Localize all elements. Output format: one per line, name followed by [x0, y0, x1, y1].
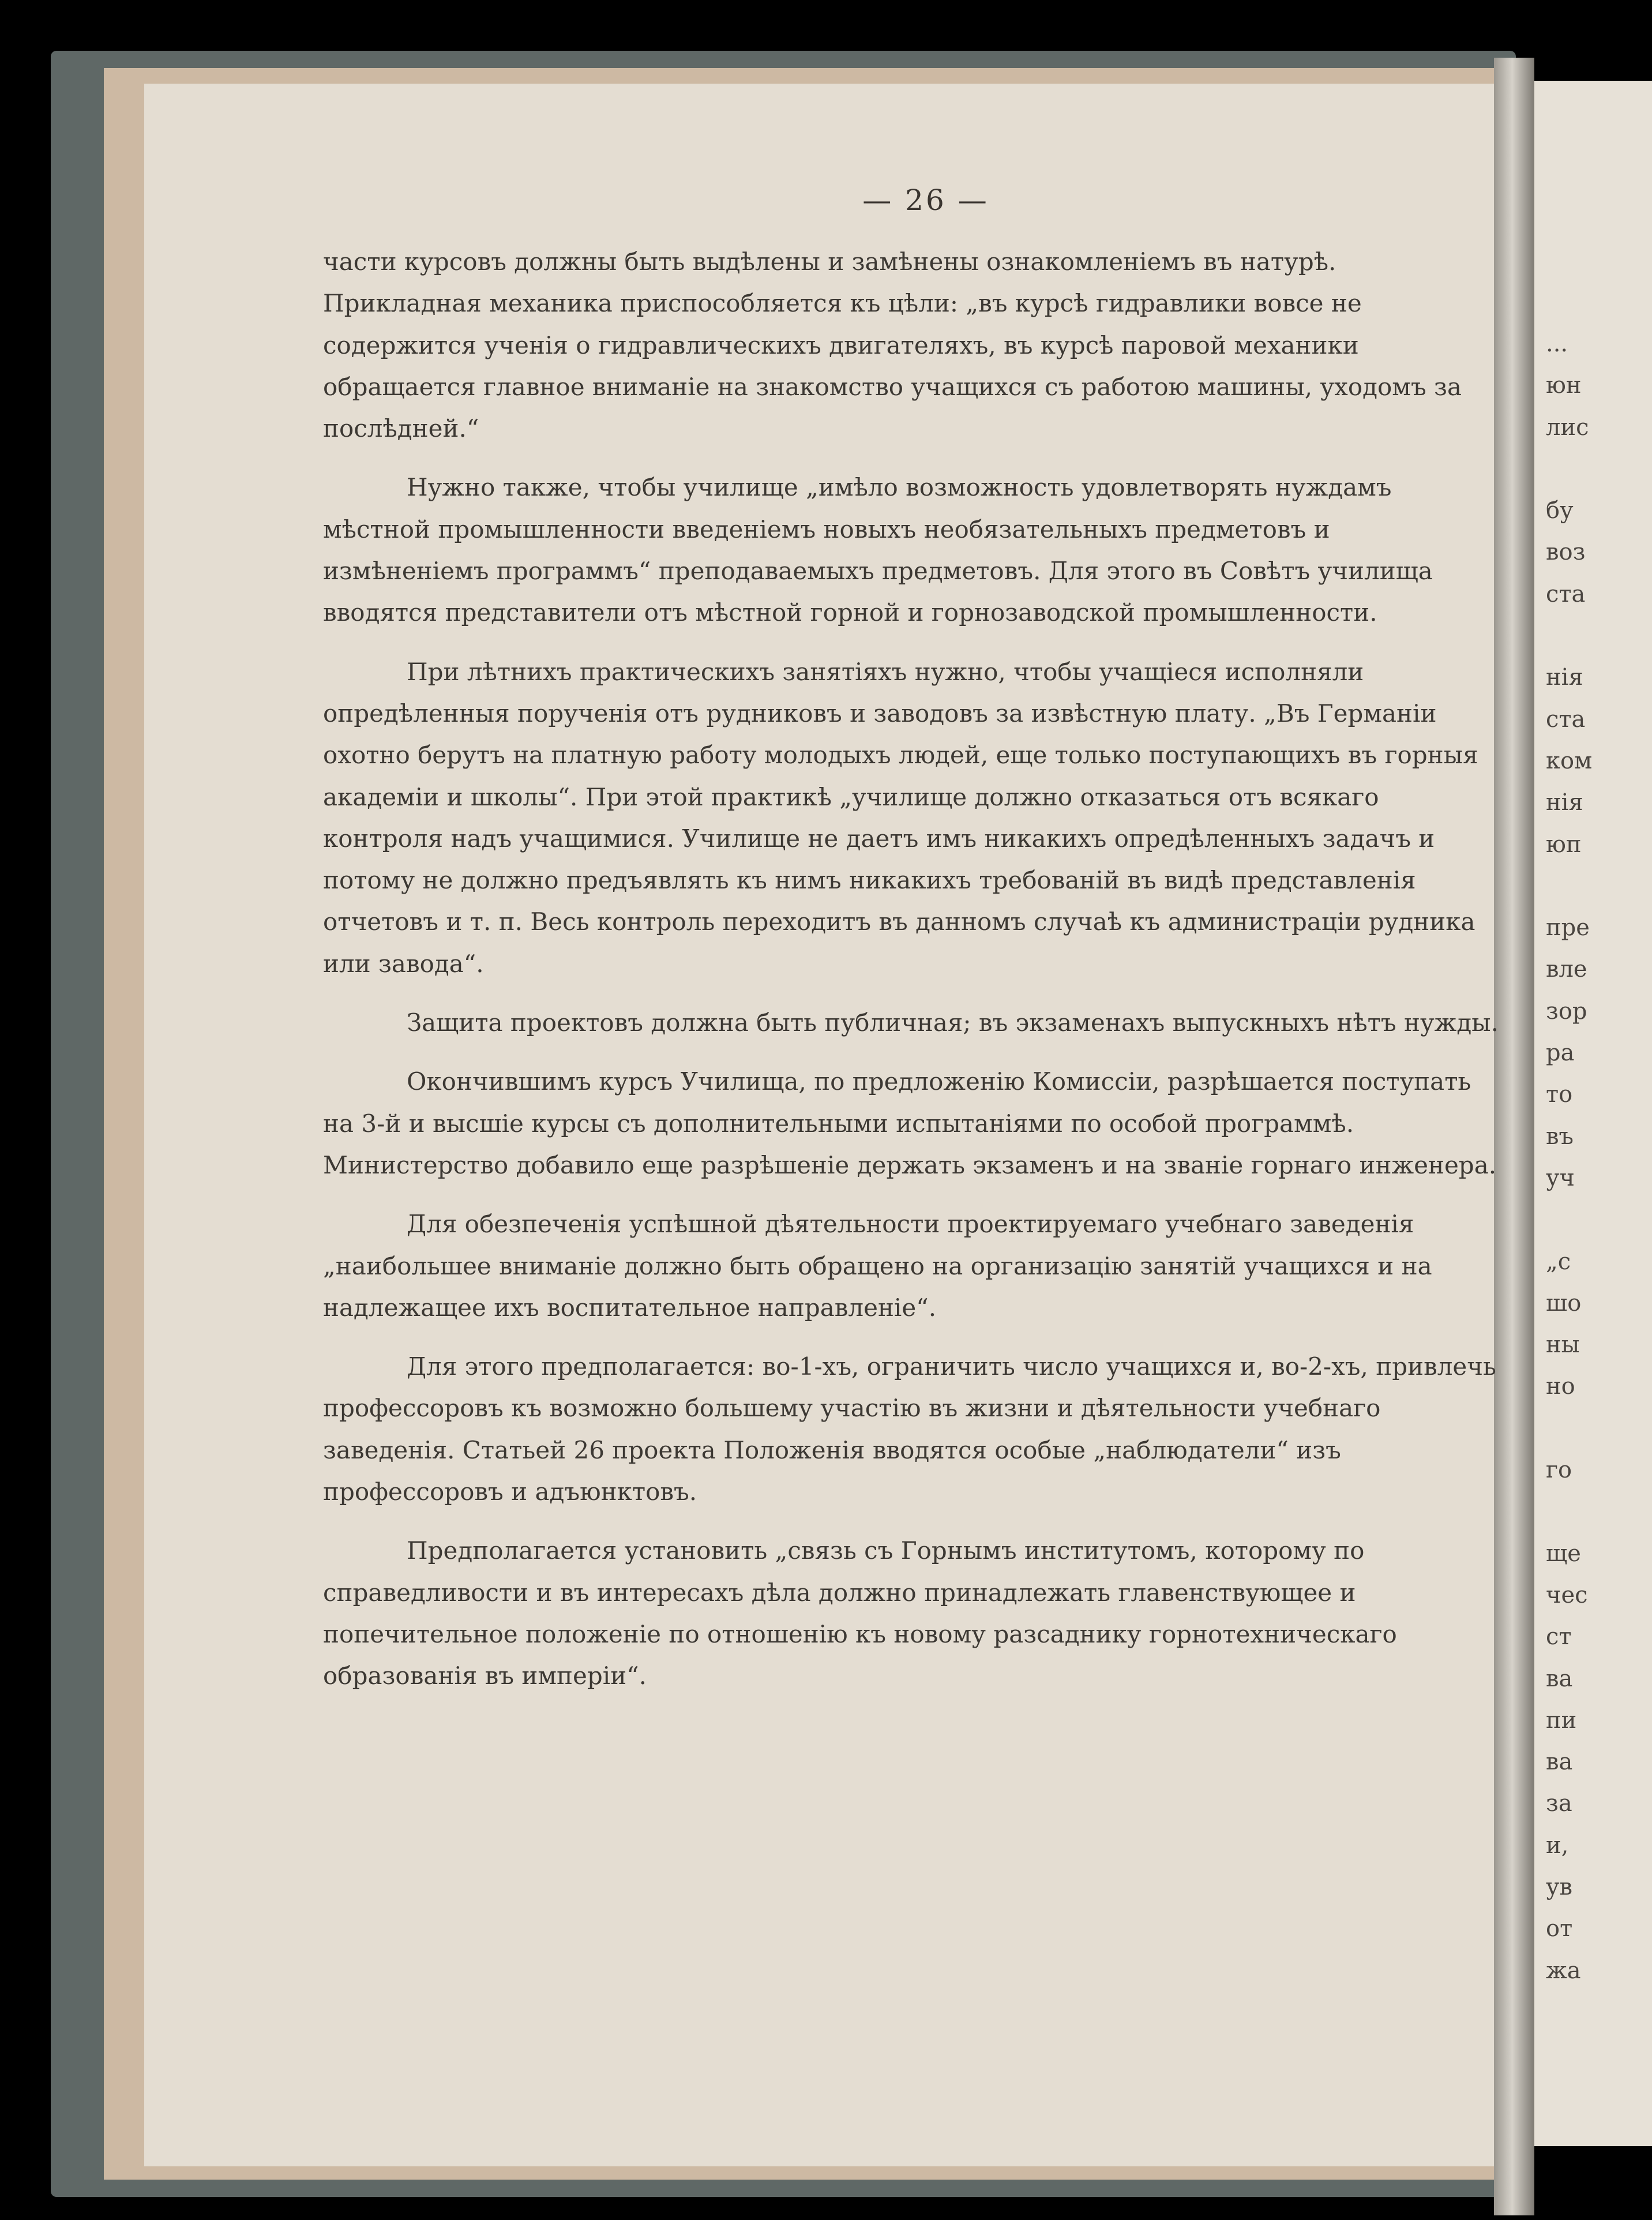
right-fragment: ста	[1546, 706, 1586, 733]
right-fragment: нія	[1546, 664, 1583, 691]
paragraph: Для обезпеченія успѣшной дѣятельности проектируемаго учебнаго заведенія „наибольшее вниманіе должно быть обращено на организацію занятій учащихся и на надлежащее ихъ воспитательное направленіе“.	[323, 1210, 1432, 1322]
right-page	[1534, 81, 1652, 2146]
right-fragment: то	[1546, 1081, 1573, 1108]
right-fragment: пре	[1546, 914, 1590, 942]
right-fragment: воз	[1546, 539, 1586, 566]
right-fragment: и,	[1546, 1832, 1569, 1859]
right-fragment: „с	[1546, 1248, 1571, 1275]
right-fragment: за	[1546, 1790, 1572, 1817]
right-fragment: ва	[1546, 1749, 1573, 1776]
right-fragment: лис	[1546, 414, 1589, 441]
right-fragment: ув	[1546, 1873, 1573, 1900]
right-fragment: уч	[1546, 1164, 1575, 1191]
paragraph: Нужно также, чтобы училище „имѣло возможность удовлетворять нуждамъ мѣстной промышленности введеніемъ новыхъ необязательныхъ предметовъ и измѣненіемъ программъ“ преподаваемыхъ предметовъ. Для этого въ Совѣтъ училища вводятся представители отъ мѣстной горной и горнозаводской промышленности.	[323, 473, 1433, 627]
paragraph: Предполагается установить „связь съ Горнымъ институтомъ, которому по справедливости и въ интересахъ дѣла должно принадлежать главенствующее и попечительное положеніе по отношенію къ новому разсаднику горнотехническаго образованія въ имперіи“.	[323, 1536, 1397, 1690]
right-fragment: чес	[1546, 1581, 1588, 1608]
right-fragment: юп	[1546, 831, 1582, 858]
book-gutter	[1494, 58, 1534, 2215]
right-fragment: бу	[1546, 497, 1574, 524]
right-fragment: но	[1546, 1373, 1575, 1400]
page-number: — 26 —	[862, 183, 989, 217]
right-fragment: ст	[1546, 1623, 1572, 1651]
right-fragment: юн	[1546, 372, 1582, 399]
right-fragment: ...	[1546, 331, 1568, 357]
right-fragment: ще	[1546, 1540, 1581, 1567]
body-text	[323, 241, 1500, 1697]
paragraph: Для этого предполагается: во-1-хъ, ограничить число учащихся и, во-2-хъ, привлечь профессоровъ къ возможно большему участію въ жизни и дѣятельности учебнаго заведенія. Статьей 26 проекта Положенія вводятся особые „наблюдатели“ изъ профессоровъ и адъюнктовъ.	[323, 1352, 1496, 1506]
right-page-text	[1546, 323, 1652, 1992]
right-fragment: вле	[1546, 956, 1587, 983]
right-fragment: жа	[1546, 1957, 1581, 1984]
right-fragment: ком	[1546, 747, 1593, 774]
paragraph: При лѣтнихъ практическихъ занятіяхъ нужно, чтобы учащіеся исполняли опредѣленныя порученія отъ рудниковъ и заводовъ за извѣстную плату. „Въ Германіи охотно берутъ на платную работу молодыхъ людей, еще только поступающихъ въ горныя академіи и школы“. При этой практикѣ „училище должно отказаться отъ всякаго контроля надъ учащимися. Училище не даетъ имъ никакихъ опредѣленныхъ задачъ и потому не должно предъявлять къ нимъ никакихъ требованій въ видѣ представленія отчетовъ и т. п. Весь контроль переходитъ въ данномъ случаѣ къ администраціи рудника или завода“.	[323, 657, 1478, 978]
right-fragment: въ	[1546, 1123, 1574, 1150]
right-fragment: ста	[1546, 580, 1586, 608]
right-fragment: пи	[1546, 1707, 1577, 1734]
right-fragment: шо	[1546, 1289, 1582, 1317]
right-fragment: зор	[1546, 997, 1587, 1025]
right-fragment: ны	[1546, 1332, 1580, 1359]
right-fragment: ва	[1546, 1665, 1573, 1692]
paragraph: части курсовъ должны быть выдѣлены и замѣнены ознакомленіемъ въ натурѣ. Прикладная механика приспособляется къ цѣли: „въ курсѣ гидравлики вовсе не содержится ученія о гидравлическихъ двигателяхъ, въ курсѣ паровой механики обращается главное вниманіе на знакомство учащихся съ работою машины, уходомъ за послѣдней.“	[323, 247, 1462, 443]
paragraph: Окончившимъ курсъ Училища, по предложенію Комиссіи, разрѣшается поступать на 3-й и высшіе курсы съ дополнительными испытаніями по особой программѣ. Министерство добавило еще разрѣшеніе держать экзаменъ и на званіе горнаго инженера.	[323, 1067, 1497, 1179]
right-fragment: от	[1546, 1915, 1573, 1942]
right-fragment: го	[1546, 1457, 1572, 1484]
right-fragment: нія	[1546, 789, 1583, 816]
paragraph: Защита проектовъ должна быть публичная; въ экзаменахъ выпускныхъ нѣтъ нужды.	[407, 1008, 1499, 1037]
right-fragment: ра	[1546, 1040, 1575, 1067]
